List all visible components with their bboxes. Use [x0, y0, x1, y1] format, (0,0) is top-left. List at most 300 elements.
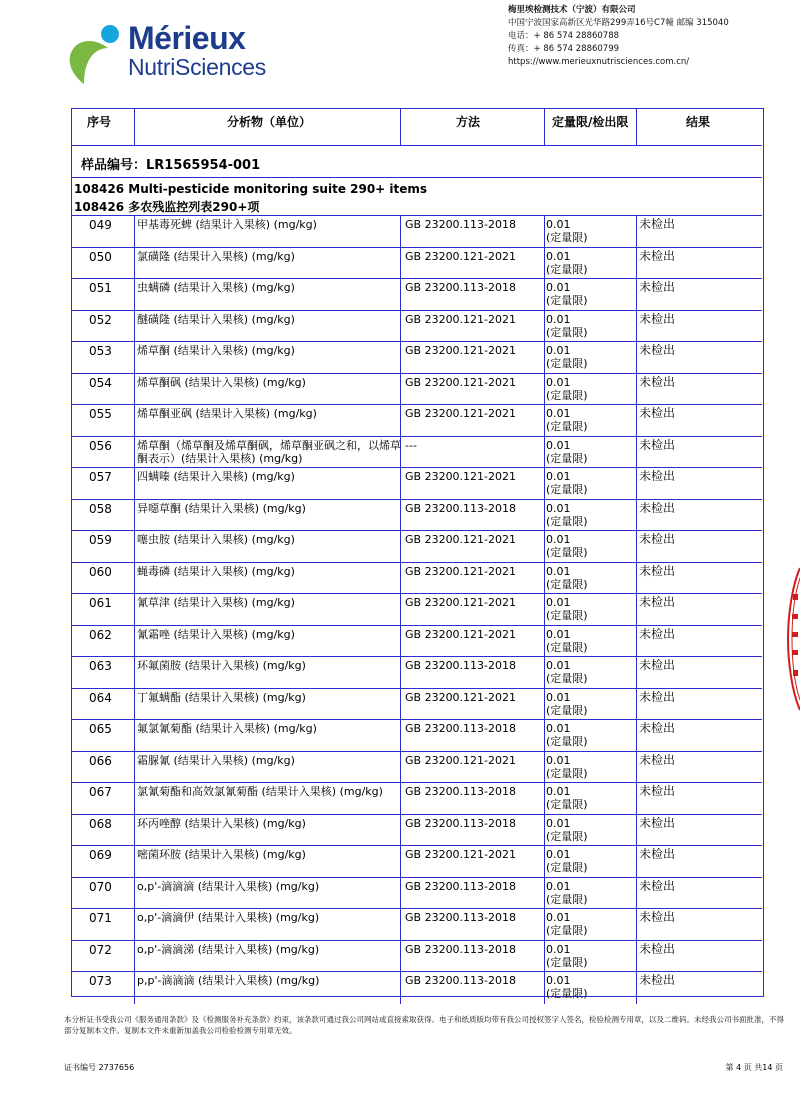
column-divider	[544, 437, 545, 469]
row-analyte: 丁氟螨酯 (结果计入果核) (mg/kg)	[137, 690, 306, 704]
row-analyte: 甲基毒死蜱 (结果计入果核) (mg/kg)	[137, 218, 317, 231]
row-number: 066	[89, 753, 112, 768]
row-method: GB 23200.121-2021	[405, 690, 517, 704]
row-analyte: o,p'-滴滴伊 (结果计入果核) (mg/kg)	[137, 911, 320, 924]
row-limit	[546, 628, 588, 654]
row-analyte: 烯草酮亚砜 (结果计入果核) (mg/kg)	[137, 407, 317, 420]
row-method: ---	[405, 438, 417, 452]
row-limit-value: 0.01	[546, 533, 571, 546]
row-limit-value: 0.01	[546, 470, 571, 483]
row-number: 073	[89, 974, 112, 988]
row-limit-value: 0.01	[546, 281, 571, 294]
row-result: 未检出	[639, 532, 676, 546]
row-method: GB 23200.121-2021	[405, 344, 517, 357]
row-limit-value: 0.01	[546, 848, 571, 861]
row-limit-note: (定量限)	[546, 451, 588, 465]
row-limit-value: 0.01	[546, 627, 571, 641]
column-divider	[636, 216, 637, 248]
row-result: 未检出	[639, 311, 676, 326]
row-limit-note: (定量限)	[546, 924, 588, 937]
table-row	[72, 845, 762, 877]
row-limit-note: (定量限)	[546, 798, 588, 811]
row-analyte: 四螨嗪 (结果计入果核) (mg/kg)	[137, 470, 295, 483]
row-limit	[546, 502, 588, 528]
column-divider	[134, 657, 135, 689]
row-limit-note: (定量限)	[546, 388, 588, 402]
row-limit-value: 0.01	[546, 722, 571, 735]
row-method: GB 23200.121-2021	[405, 249, 517, 263]
row-result: 未检出	[639, 752, 676, 767]
column-divider	[134, 405, 135, 437]
row-analyte: 环丙唑醇 (结果计入果核) (mg/kg)	[137, 816, 306, 830]
row-analyte: 虫螨磷 (结果计入果核) (mg/kg)	[137, 281, 295, 294]
footer-disclaimer: 本分析证书受我公司《服务通用条款》及《检测服务补充条款》约束，该条款可通过我公司网站或直接索取获得。电子和纸质版均带有我公司授权签字人签名，检验检测专用章，以及二维码。未经我公司书面批准，不得部分复制本文件。复制本文件未重新加盖我公司检验检测专用章无效。	[64, 1015, 784, 1035]
row-limit-value: 0.01	[546, 942, 571, 956]
row-number: 071	[89, 911, 112, 925]
table-row	[72, 499, 762, 531]
row-limit	[546, 344, 588, 370]
row-limit	[546, 281, 588, 307]
row-number: 055	[89, 407, 112, 421]
table-row	[72, 751, 762, 783]
row-limit-note: (定量限)	[546, 640, 588, 654]
row-method: GB 23200.121-2021	[405, 596, 517, 609]
column-divider	[134, 752, 135, 784]
row-method: GB 23200.113-2018	[405, 879, 517, 893]
column-divider	[134, 941, 135, 973]
row-limit	[546, 911, 588, 937]
row-analyte: 蝇毒磷 (结果计入果核) (mg/kg)	[137, 564, 295, 578]
logo-text-nutrisciences: NutriSciences	[128, 54, 266, 80]
row-limit	[546, 754, 588, 780]
row-limit	[546, 218, 588, 244]
table-row	[72, 940, 762, 972]
row-result: 未检出	[639, 595, 676, 609]
row-limit-note: (定量限)	[546, 955, 588, 969]
row-limit-note: (定量限)	[546, 829, 588, 843]
section-divider	[72, 177, 762, 178]
row-method: GB 23200.121-2021	[405, 627, 517, 641]
column-divider	[544, 941, 545, 973]
table-body	[72, 215, 762, 1003]
row-analyte: 醚磺隆 (结果计入果核) (mg/kg)	[137, 312, 295, 326]
row-analyte: 异噁草酮 (结果计入果核) (mg/kg)	[137, 501, 306, 515]
column-divider	[636, 405, 637, 437]
row-method: GB 23200.113-2018	[405, 785, 517, 798]
row-method: GB 23200.113-2018	[405, 942, 517, 956]
row-limit	[546, 439, 588, 465]
row-number: 054	[89, 375, 112, 390]
company-fax: 传真：+ 86 574 28860799	[508, 44, 620, 54]
header-result: 结果	[686, 115, 711, 129]
column-divider	[544, 531, 545, 563]
column-divider	[544, 626, 545, 658]
suite-title-en: 108426 Multi-pesticide monitoring suite 290+ items	[74, 182, 428, 196]
header-divider	[636, 109, 637, 146]
row-result: 未检出	[639, 406, 676, 420]
row-analyte: o,p'-滴滴涕 (结果计入果核) (mg/kg)	[137, 942, 320, 956]
column-divider	[544, 846, 545, 878]
column-divider	[636, 972, 637, 1004]
row-number: 065	[89, 722, 112, 736]
header-no: 序号	[87, 115, 112, 129]
column-divider	[134, 563, 135, 595]
row-analyte: 嘧菌环胺 (结果计入果核) (mg/kg)	[137, 848, 306, 861]
column-divider	[636, 752, 637, 784]
column-divider	[544, 689, 545, 721]
row-limit-value: 0.01	[546, 974, 571, 987]
row-limit-value: 0.01	[546, 816, 571, 830]
header-divider	[544, 109, 545, 146]
row-limit-value: 0.01	[546, 753, 571, 767]
page-number: 第 4 页 共14 页	[725, 1063, 783, 1072]
column-divider	[134, 468, 135, 500]
column-divider	[544, 720, 545, 752]
row-result: 未检出	[639, 500, 676, 515]
row-number: 057	[89, 470, 112, 484]
sample-number: 样品编号：LR1565954-001	[81, 158, 261, 173]
table-row	[72, 278, 762, 310]
column-divider	[134, 374, 135, 406]
row-number: 067	[89, 785, 112, 799]
row-number: 072	[89, 942, 112, 957]
row-result: 未检出	[639, 343, 676, 357]
row-number: 069	[89, 848, 112, 862]
column-divider	[636, 563, 637, 595]
row-result: 未检出	[639, 374, 676, 389]
table-row	[72, 688, 762, 720]
table-row	[72, 782, 762, 814]
row-limit-note: (定量限)	[546, 420, 588, 433]
column-divider	[544, 563, 545, 595]
company-website[interactable]: https://www.merieuxnutrisciences.com.cn/	[508, 57, 690, 67]
company-logo	[64, 18, 274, 86]
row-limit-note: (定量限)	[546, 262, 588, 276]
column-divider	[134, 500, 135, 532]
row-limit	[546, 785, 588, 811]
column-divider	[544, 594, 545, 626]
certificate-number: 证书编号 2737656	[64, 1063, 135, 1072]
row-limit-note: (定量限)	[546, 231, 588, 244]
column-divider	[636, 594, 637, 626]
table-row	[72, 530, 762, 562]
row-limit-value: 0.01	[546, 690, 571, 704]
row-result: 未检出	[639, 878, 676, 893]
row-method: GB 23200.121-2021	[405, 564, 517, 578]
table-row	[72, 625, 762, 657]
company-name: 梅里埃检测技术（宁波）有限公司	[508, 5, 636, 15]
column-divider	[544, 500, 545, 532]
table-row	[72, 593, 762, 625]
row-number: 049	[89, 218, 112, 232]
row-limit-note: (定量限)	[546, 609, 588, 622]
column-divider	[636, 531, 637, 563]
row-analyte: 烯草酮（烯草酮及烯草酮砜，烯草酮亚砜之和，以烯草酮表示）(结果计入果核) (mg/kg)	[137, 438, 401, 465]
column-divider	[636, 311, 637, 343]
row-limit-value: 0.01	[546, 312, 571, 326]
column-divider	[636, 248, 637, 280]
table-row	[72, 404, 762, 436]
row-analyte: 氯氰菊酯和高效氯氰菊酯 (结果计入果核) (mg/kg)	[137, 785, 383, 798]
row-limit-value: 0.01	[546, 407, 571, 420]
column-divider	[544, 311, 545, 343]
row-number: 050	[89, 249, 112, 264]
row-analyte: 氟氯氰菊酯 (结果计入果核) (mg/kg)	[137, 722, 317, 735]
column-divider	[134, 594, 135, 626]
column-divider	[636, 815, 637, 847]
logo-text-merieux: Mérieux	[128, 20, 246, 56]
row-result: 未检出	[639, 626, 676, 641]
table-row	[72, 877, 762, 909]
row-limit	[546, 880, 588, 906]
row-method: GB 23200.121-2021	[405, 533, 517, 546]
row-limit-value: 0.01	[546, 249, 571, 263]
column-divider	[544, 972, 545, 1004]
row-method: GB 23200.121-2021	[405, 312, 517, 326]
table-row	[72, 908, 762, 940]
column-divider	[544, 374, 545, 406]
row-number: 068	[89, 816, 112, 831]
row-method: GB 23200.113-2018	[405, 501, 517, 515]
row-limit	[546, 313, 588, 339]
row-limit-value: 0.01	[546, 659, 571, 672]
column-divider	[134, 311, 135, 343]
row-result: 未检出	[639, 910, 676, 924]
row-limit-note: (定量限)	[546, 546, 588, 559]
row-limit	[546, 974, 588, 1000]
row-limit-value: 0.01	[546, 344, 571, 357]
row-result: 未检出	[639, 689, 676, 704]
column-divider	[134, 972, 135, 1004]
row-number: 059	[89, 533, 112, 547]
table-row	[72, 215, 762, 247]
row-result: 未检出	[639, 437, 676, 452]
column-divider	[544, 878, 545, 910]
row-limit-note: (定量限)	[546, 514, 588, 528]
row-analyte: 霜脲氰 (结果计入果核) (mg/kg)	[137, 753, 295, 767]
table-row	[72, 971, 762, 1003]
column-divider	[544, 783, 545, 815]
table-header	[72, 109, 762, 146]
row-number: 053	[89, 344, 112, 358]
column-divider	[134, 216, 135, 248]
column-divider	[636, 468, 637, 500]
row-method: GB 23200.121-2021	[405, 848, 517, 861]
column-divider	[134, 279, 135, 311]
row-result: 未检出	[639, 563, 676, 578]
column-divider	[544, 279, 545, 311]
column-divider	[134, 720, 135, 752]
column-divider	[134, 846, 135, 878]
column-divider	[544, 405, 545, 437]
row-method: GB 23200.121-2021	[405, 470, 517, 483]
row-method: GB 23200.121-2021	[405, 753, 517, 767]
row-limit	[546, 943, 588, 969]
row-analyte: 氰草津 (结果计入果核) (mg/kg)	[137, 596, 295, 609]
column-divider	[544, 342, 545, 374]
row-limit-note: (定量限)	[546, 294, 588, 307]
column-divider	[134, 626, 135, 658]
row-limit-value: 0.01	[546, 375, 571, 389]
row-limit-note: (定量限)	[546, 672, 588, 685]
header-method: 方法	[456, 115, 481, 129]
column-divider	[134, 878, 135, 910]
row-limit-value: 0.01	[546, 438, 571, 452]
table-row	[72, 562, 762, 594]
row-number: 063	[89, 659, 112, 673]
row-result: 未检出	[639, 469, 676, 483]
header-divider	[400, 109, 401, 146]
company-address-block	[508, 4, 729, 69]
row-number: 064	[89, 690, 112, 705]
row-result: 未检出	[639, 815, 676, 830]
row-analyte: 烯草酮 (结果计入果核) (mg/kg)	[137, 344, 295, 357]
row-method: GB 23200.121-2021	[405, 407, 517, 420]
row-limit-value: 0.01	[546, 879, 571, 893]
row-result: 未检出	[639, 217, 676, 231]
row-limit	[546, 817, 588, 843]
row-analyte: 烯草酮砜 (结果计入果核) (mg/kg)	[137, 375, 306, 389]
column-divider	[544, 657, 545, 689]
row-result: 未检出	[639, 658, 676, 672]
column-divider	[134, 248, 135, 280]
row-analyte: 氯磺隆 (结果计入果核) (mg/kg)	[137, 249, 295, 263]
column-divider	[134, 815, 135, 847]
row-analyte: p,p'-滴滴滴 (结果计入果核) (mg/kg)	[137, 974, 320, 987]
table-row	[72, 719, 762, 751]
row-limit	[546, 533, 588, 559]
row-limit-value: 0.01	[546, 911, 571, 924]
row-result: 未检出	[639, 973, 676, 987]
column-divider	[636, 783, 637, 815]
row-number: 070	[89, 879, 112, 894]
row-limit-note: (定量限)	[546, 703, 588, 717]
column-divider	[636, 657, 637, 689]
column-divider	[636, 878, 637, 910]
row-limit-note: (定量限)	[546, 325, 588, 339]
column-divider	[134, 531, 135, 563]
company-address: 中国宁波国家高新区光华路299弄16号C7幢 邮编 315040	[508, 18, 729, 28]
row-limit	[546, 250, 588, 276]
row-analyte: 氰霜唑 (结果计入果核) (mg/kg)	[137, 627, 295, 641]
table-row	[72, 467, 762, 499]
row-analyte: o,p'-滴滴滴 (结果计入果核) (mg/kg)	[137, 879, 320, 893]
row-limit	[546, 722, 588, 748]
table-row	[72, 436, 762, 468]
column-divider	[544, 468, 545, 500]
row-number: 056	[89, 438, 112, 453]
header-limit: 定量限/检出限	[552, 115, 629, 129]
column-divider	[636, 909, 637, 941]
row-limit-note: (定量限)	[546, 357, 588, 370]
row-result: 未检出	[639, 280, 676, 294]
column-divider	[636, 626, 637, 658]
row-analyte: 环氟菌胺 (结果计入果核) (mg/kg)	[137, 659, 306, 672]
logo-leaf-icon	[64, 18, 126, 86]
column-divider	[544, 909, 545, 941]
table-row	[72, 341, 762, 373]
row-limit	[546, 470, 588, 496]
results-table	[71, 108, 764, 1000]
row-method: GB 23200.113-2018	[405, 659, 517, 672]
row-result: 未检出	[639, 941, 676, 956]
row-limit-value: 0.01	[546, 218, 571, 231]
row-method: GB 23200.113-2018	[405, 816, 517, 830]
column-divider	[544, 815, 545, 847]
column-divider	[636, 720, 637, 752]
column-divider	[544, 752, 545, 784]
column-divider	[134, 783, 135, 815]
header-analyte: 分析物（单位）	[227, 115, 312, 129]
row-limit-value: 0.01	[546, 785, 571, 798]
column-divider	[134, 437, 135, 469]
row-result: 未检出	[639, 847, 676, 861]
column-divider	[636, 941, 637, 973]
column-divider	[636, 437, 637, 469]
table-row	[72, 814, 762, 846]
company-tel: 电话：+ 86 574 28860788	[508, 31, 620, 41]
row-limit	[546, 848, 588, 874]
row-limit	[546, 691, 588, 717]
column-divider	[544, 248, 545, 280]
row-number: 060	[89, 564, 112, 579]
row-method: GB 23200.121-2021	[405, 375, 517, 389]
row-result: 未检出	[639, 784, 676, 798]
row-method: GB 23200.113-2018	[405, 281, 517, 294]
column-divider	[636, 500, 637, 532]
row-limit	[546, 596, 588, 622]
seal-stamp-icon	[786, 566, 800, 712]
table-row	[72, 656, 762, 688]
column-divider	[544, 216, 545, 248]
row-method: GB 23200.113-2018	[405, 218, 517, 231]
suite-title-cn: 108426 多农残监控列表290+项	[74, 200, 260, 214]
column-divider	[636, 374, 637, 406]
row-result: 未检出	[639, 721, 676, 735]
row-limit	[546, 565, 588, 591]
row-limit	[546, 659, 588, 685]
row-limit-note: (定量限)	[546, 892, 588, 906]
row-limit-value: 0.01	[546, 596, 571, 609]
row-analyte: 噻虫胺 (结果计入果核) (mg/kg)	[137, 533, 295, 546]
row-number: 052	[89, 312, 112, 327]
row-limit-note: (定量限)	[546, 577, 588, 591]
row-number: 051	[89, 281, 112, 295]
row-limit	[546, 407, 588, 433]
row-limit-note: (定量限)	[546, 483, 588, 496]
column-divider	[636, 279, 637, 311]
table-row	[72, 310, 762, 342]
row-limit-note: (定量限)	[546, 987, 588, 1000]
column-divider	[636, 689, 637, 721]
row-method: GB 23200.113-2018	[405, 911, 517, 924]
row-limit-note: (定量限)	[546, 861, 588, 874]
row-limit-note: (定量限)	[546, 766, 588, 780]
table-row	[72, 247, 762, 279]
row-method: GB 23200.113-2018	[405, 974, 517, 987]
column-divider	[134, 909, 135, 941]
column-divider	[134, 689, 135, 721]
column-divider	[134, 342, 135, 374]
row-number: 061	[89, 596, 112, 610]
header-divider	[134, 109, 135, 146]
row-result: 未检出	[639, 248, 676, 263]
column-divider	[636, 846, 637, 878]
row-number: 062	[89, 627, 112, 642]
table-row	[72, 373, 762, 405]
row-limit-value: 0.01	[546, 564, 571, 578]
row-limit-value: 0.01	[546, 501, 571, 515]
